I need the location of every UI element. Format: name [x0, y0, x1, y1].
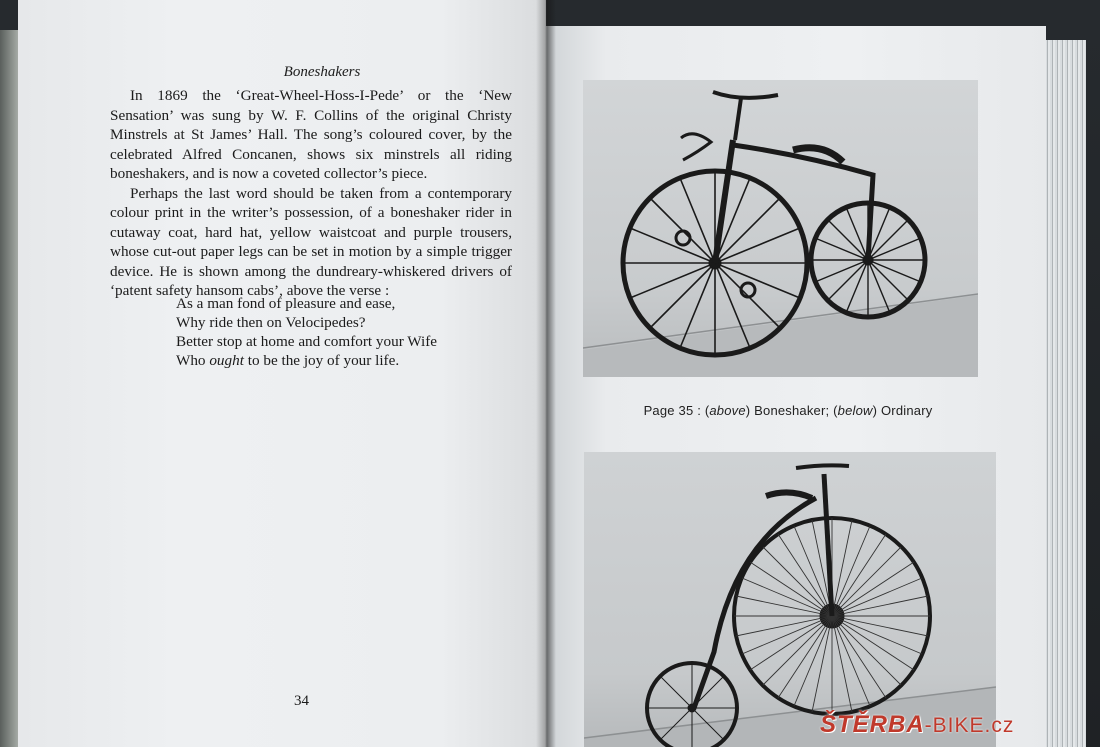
body-text [110, 86, 512, 301]
caption-middle: ) Boneshaker; ( [745, 403, 838, 418]
paragraph-2: Perhaps the last word should be taken from a contemporary colour print in the writer’s possession, of a boneshaker rider in cutaway coat, hard hat, yellow waistcoat and purple trousers, whose cut-out paper legs can be set in motion by a simple trigger device. He is shown among the dundreary-whiskered drivers of ‘patent safety hansom cabs’, above the verse : [110, 184, 512, 299]
watermark-sub: -BIKE.cz [924, 714, 1015, 737]
caption-prefix: Page 35 : ( [643, 403, 710, 418]
verse-line-4-start: Who [176, 352, 210, 369]
ordinary-photo [584, 452, 996, 747]
paragraph-1: In 1869 the ‘Great-Wheel-Hoss-I-Pede’ or the ‘New Sensation’ was sung by W. F. Collins of the original Christy Minstrels at St James’ Hall. The song’s coloured cover, by the celebrated Alfred Concanen, shows six minstrels all riding boneshakers, and is now a coveted collector’s piece. [110, 87, 512, 182]
verse-line-3: Better stop at home and comfort your Wife [176, 333, 438, 350]
page-edges [1040, 40, 1086, 747]
watermark-logo [820, 711, 1014, 739]
verse-line-4 [176, 351, 437, 370]
verse-line-2: Why ride then on Velocipedes? [176, 314, 366, 331]
caption-above: above [709, 403, 746, 418]
caption-below: below [837, 403, 873, 418]
chapter-heading: Boneshakers [283, 64, 361, 80]
photo-caption [584, 403, 992, 418]
boneshaker-photo [583, 80, 978, 377]
verse [176, 294, 437, 370]
boneshaker-illustration [583, 80, 978, 377]
page-number: 34 [294, 693, 309, 709]
verse-line-4-emphasis: ought [209, 352, 244, 369]
verse-line-1: As a man fond of pleasure and ease, [176, 295, 396, 312]
caption-suffix: ) Ordinary [872, 403, 933, 418]
book-gutter [536, 0, 556, 747]
watermark-main: ŠTĚRBA [820, 711, 925, 738]
ordinary-illustration [584, 452, 996, 747]
verse-line-4-end: to be the joy of your life. [243, 352, 400, 369]
